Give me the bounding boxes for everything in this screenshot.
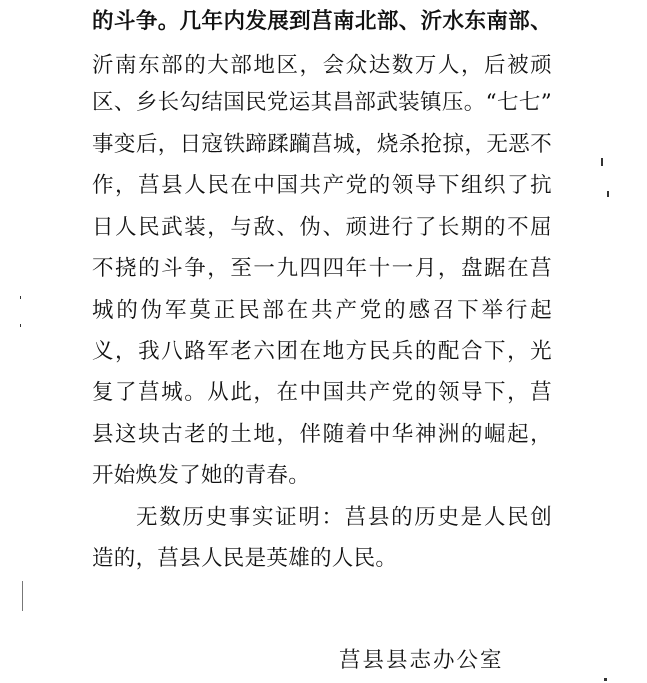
text-line-10: 复了莒城。从此，在中国共产党的领导下，莒 — [92, 380, 552, 405]
scan-speck — [601, 158, 603, 166]
scan-speck — [604, 678, 607, 681]
paragraph2-line-2: 造的，莒县人民是英雄的人民。 — [92, 546, 398, 571]
text-line-9: 义，我八路军老六团在地方民兵的配合下，光 — [92, 339, 552, 364]
scan-speck — [20, 324, 21, 327]
text-line-8: 城的伪军莫正民部在共产党的感召下举行起 — [92, 298, 552, 323]
paragraph2-line-1: 无数历史事实证明：莒县的历史是人民创 — [136, 505, 552, 530]
text-line-1: 的斗争。几年内发展到莒南北部、沂水东南部、 — [92, 9, 552, 34]
text-line-7: 不挠的斗争，至一九四四年十一月，盘踞在莒 — [92, 256, 552, 281]
text-line-11: 县这块古老的土地，伴随着中华神洲的崛起， — [92, 422, 552, 447]
text-line-12: 开始焕发了她的青春。 — [92, 463, 311, 488]
signature: 莒县县志办公室 — [339, 648, 504, 673]
scan-speck — [607, 191, 609, 197]
scan-speck — [20, 296, 21, 299]
text-line-4: 事变后，日寇铁蹄蹂躏莒城，烧杀抢掠，无恶不 — [92, 132, 552, 157]
text-line-3: 区、乡长勾结国民党运其昌部武装镇压。“七七” — [92, 90, 552, 115]
text-line-6: 日人民武装，与敌、伪、顽进行了长期的不屈 — [92, 215, 552, 240]
text-line-2: 沂南东部的大部地区，会众达数万人，后被顽 — [92, 53, 552, 78]
scan-speck — [22, 581, 23, 611]
text-line-5: 作，莒县人民在中国共产党的领导下组织了抗 — [92, 173, 552, 198]
